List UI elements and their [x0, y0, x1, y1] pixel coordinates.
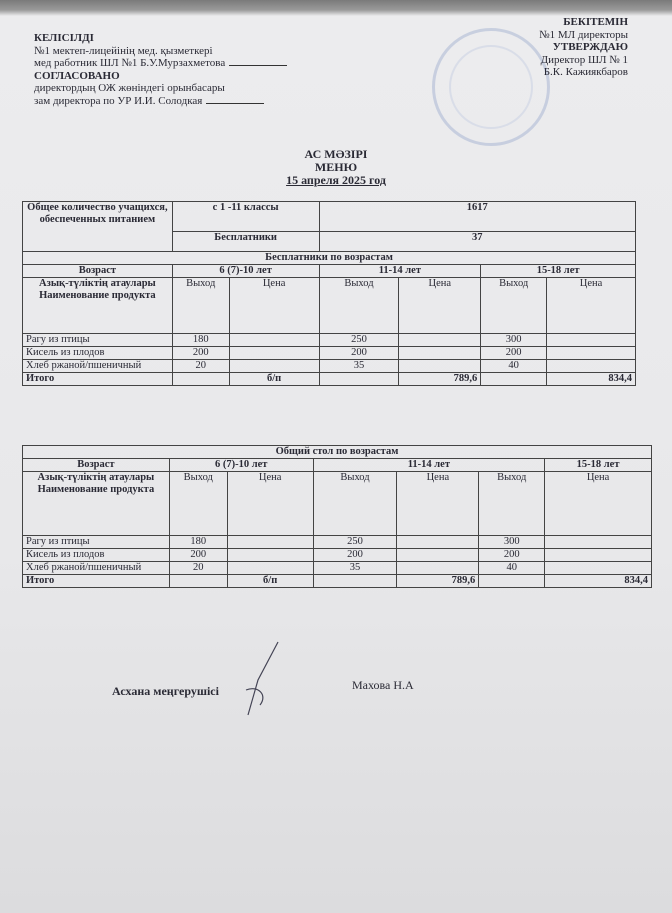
- approval-left: [34, 32, 287, 107]
- school-stamp: [432, 28, 550, 146]
- general-table: Общий стол по возрастам Возраст 6 (7)-10 лет 11-14 лет 15-18 лет Азық-түліктің атаулары Наименование продукта Выход Цена Выход Цена Выход Цена Рагу из птицы 180 250 300 Кисель из плодов 200 200 200 Хлеб ржаной/пшеничный 20 35 40 Итого б/п 789,6 834,4: [22, 445, 652, 588]
- total-row: Итого б/п 789,6 834,4: [23, 575, 652, 588]
- free-meals-table: Общее количество учащихся, обеспеченных питанием с 1 -11 классы 1617 Бесплатники 37 Бесплатники по возрастам Возраст 6 (7)-10 лет 11-14 лет 15-18 лет Азық-түліктің атаулары Наименование продукта Выход Цена Выход Цена Выход Цена Рагу из птицы 180 250 300 Кисель из плодов 200 200 200 Хлеб ржаной/пшеничный 20 35 40 Итого б/п 789,6 834,4: [22, 201, 636, 386]
- free-count: 37: [319, 232, 635, 252]
- approval-right: [539, 16, 628, 79]
- agreed-ru: СОГЛАСОВАНО: [34, 69, 120, 82]
- deputy-kz: директордың ОЖ жөніндегі орынбасары: [34, 82, 225, 94]
- table-row: Хлеб ржаной/пшеничный 20 35 40: [23, 562, 652, 575]
- deputy-line: зам директора по УР И.И. Солодкая: [34, 95, 287, 108]
- approve-kz: БЕКІТЕМІН: [563, 16, 628, 28]
- canteen-head-label: Асхана меңгерушісі: [112, 684, 219, 698]
- stamp-inner-ring: [449, 45, 533, 129]
- agreed-kz: КЕЛІСІЛДІ: [34, 32, 94, 44]
- table-row: Кисель из плодов 200 200 200: [23, 347, 636, 360]
- total-row: Итого б/п 789,6 834,4: [23, 373, 636, 386]
- document-title: АС МӘЗІРІ МЕНЮ 15 апреля 2025 год: [0, 148, 672, 187]
- med-worker-kz: №1 мектеп-лицейінің мед. қызметкері: [34, 44, 213, 57]
- med-worker-line: мед работник ШЛ №1 Б.У.Мурзахметова: [34, 57, 287, 70]
- approve-ru: УТВЕРЖДАЮ: [552, 41, 628, 53]
- director-ru: Директор ШЛ № 1: [540, 53, 628, 66]
- director-name: Б.К. Кажиякбаров: [543, 66, 628, 78]
- table-row: Хлеб ржаной/пшеничный 20 35 40: [23, 360, 636, 373]
- table-row: Рагу из птицы 180 250 300: [23, 334, 636, 347]
- director-kz: №1 МЛ директоры: [539, 28, 628, 41]
- signature-line: [206, 103, 264, 104]
- table-row: Рагу из птицы 180 250 300: [23, 536, 652, 549]
- table-row: Кисель из плодов 200 200 200: [23, 549, 652, 562]
- section-header: Бесплатники по возрастам: [23, 252, 636, 265]
- signature-icon: [238, 640, 288, 720]
- section-header: Общий стол по возрастам: [23, 446, 652, 459]
- total-students-label: Общее количество учащихся, обеспеченных питанием: [23, 202, 173, 252]
- students-count: 1617: [319, 202, 635, 232]
- canteen-head-name: Махова Н.А: [352, 678, 414, 692]
- menu-date: 15 апреля 2025 год: [286, 173, 386, 187]
- signature-line: [229, 65, 287, 66]
